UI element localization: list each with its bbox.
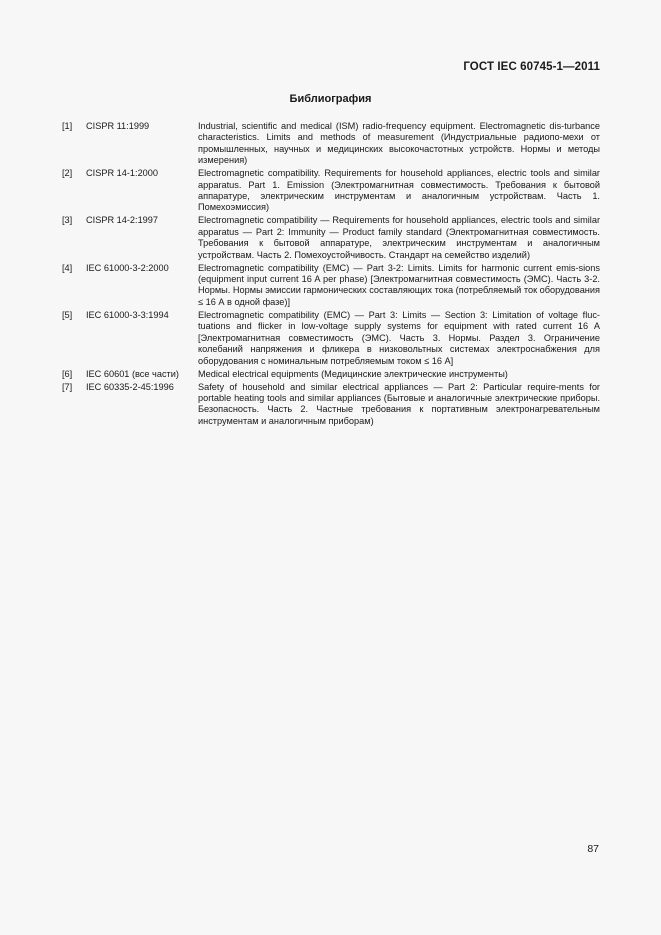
entry-standard: IEC 61000-3-2:2000 xyxy=(86,262,169,273)
entry-description: Industrial, scientific and medical (ISM) radio-frequency equipment. Electromagnetic dis-turbance characteristics. Limits and methods of measurement (Индустриальные радиопо-мехи от промышленных, научных и медицинских высокочастотных устройств. Нормы и методы измерения) xyxy=(198,121,600,166)
bibliography-list xyxy=(62,121,600,429)
bibliography-entry-4 xyxy=(62,263,600,309)
bibliography-entry-6 xyxy=(62,369,600,380)
entry-number: [2] xyxy=(62,168,73,179)
entry-description: Electromagnetic compatibility (EMC) — Part 3: Limits — Section 3: Limitation of voltage fluc-tuations and flicker in low-voltage supply systems for equipment with rated current 16 A [Электромагнитная совместимость (ЭМС). Часть 3. Нормы. Раздел 3. Ограничение колебаний напряжения и фликера в низковольтных системах электроснабжения для оборудования с номинальным потребляемым током ≤ 16 А] xyxy=(198,309,600,366)
entry-number: [3] xyxy=(62,215,73,226)
bibliography-entry-1 xyxy=(62,121,600,167)
entry-description: Electromagnetic compatibility — Requirements for household appliances, electric tools and similar apparatus — Part 2: Immunity — Product family standard (Электромагнитная совместимость. Требования к бытовой аппаратуре, электрическим инструментам и аналогичным устройствам. Часть 2. Помехоустойчивость. Стандарт на семейство изделий) xyxy=(198,215,600,260)
entry-number: [7] xyxy=(62,381,73,392)
entry-description: Safety of household and similar electrical appliances — Part 2: Particular require-ments for portable heating tools and similar appliances (Бытовые и аналогичные электрические приборы. Безопасность. Часть 2. Частные требования к портативным электронагревательным инструментам и аналогичным приборам) xyxy=(198,381,600,426)
page-number: 87 xyxy=(587,843,599,855)
document-code: ГОСТ IEC 60745-1—2011 xyxy=(463,61,600,73)
entry-number: [1] xyxy=(62,121,73,131)
entry-standard: IEC 60601 (все части) xyxy=(86,368,179,379)
entry-standard: IEC 60335-2-45:1996 xyxy=(86,381,174,392)
bibliography-entry-2 xyxy=(62,168,600,214)
bibliography-entry-3 xyxy=(62,215,600,261)
entry-description: Electromagnetic compatibility (EMC) — Part 3-2: Limits. Limits for harmonic current emis-sions (equipment input current 16 A per phase) [Электромагнитная совместимость (ЭМС). Часть 3-2. Нормы. Нормы эмиссии гармонических составляющих тока (потребляемый ток оборудования ≤ 16 А в одной фазе)] xyxy=(198,262,600,307)
entry-standard: IEC 61000-3-3:1994 xyxy=(86,309,169,320)
entry-description: Medical electrical equipments (Медицинские электрические инструменты) xyxy=(198,368,508,379)
entry-standard: CISPR 14-2:1997 xyxy=(86,215,159,226)
entry-number: [6] xyxy=(62,368,73,379)
entry-number: [4] xyxy=(62,262,73,273)
entry-standard: CISPR 11:1999 xyxy=(86,121,150,131)
bibliography-title: Библиография xyxy=(289,93,372,105)
bibliography-entry-5 xyxy=(62,310,600,367)
entry-number: [5] xyxy=(62,309,73,320)
bibliography-entry-7 xyxy=(62,382,600,428)
entry-description: Electromagnetic compatibility. Requirements for household appliances, electric tools and similar apparatus. Part 1. Emission (Электромагнитная совместимость. Требования к бытовой аппаратуре, электрическим инструментам и аналогичным устройствам. Часть 1. Помехоэмиссия) xyxy=(198,168,600,213)
entry-standard: CISPR 14-1:2000 xyxy=(86,168,159,179)
